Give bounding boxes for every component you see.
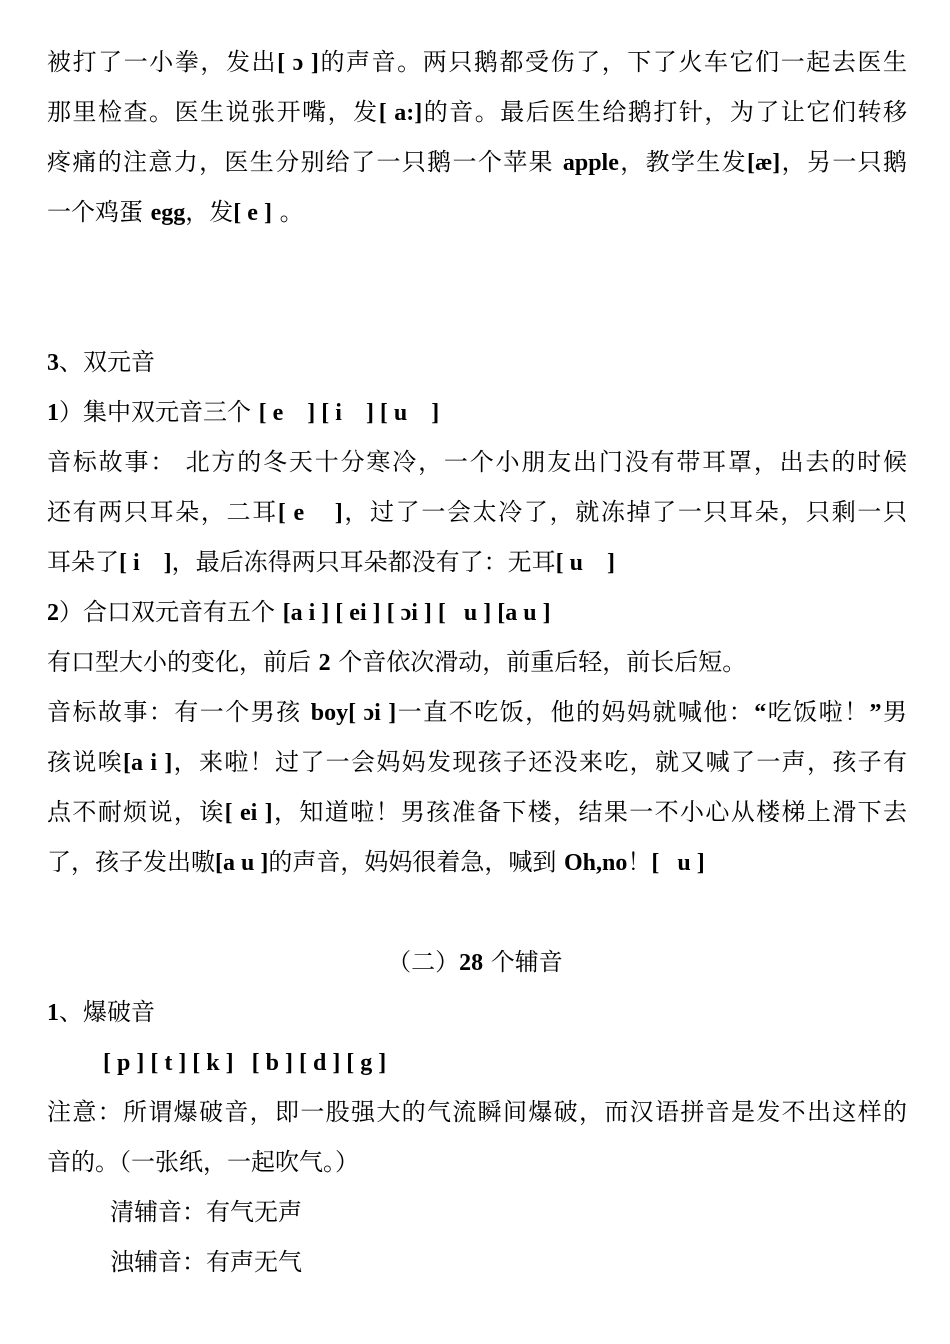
phonetic-symbol: [ e ] [ i ] [ u ]: [258, 400, 440, 426]
english-word: Oh,no: [563, 850, 628, 876]
subsection-heading: 1）集中双元音三个 [ e ] [ i ] [ u ]: [47, 398, 440, 426]
paragraph-line: 注意：所谓爆破音，即一股强大的气流瞬间爆破，而汉语拼音是发不出这样的: [47, 1098, 907, 1126]
phonetic-symbol: [ ei ]: [224, 800, 273, 826]
phonetic-symbol: [æ]: [746, 150, 781, 176]
paragraph-line: 一个鸡蛋 egg，发[ e ] 。: [47, 198, 304, 226]
phonetic-symbol: [a i ]: [123, 750, 173, 776]
phonetic-symbol: [a u ]: [215, 850, 269, 876]
paragraph-line: 还有两只耳朵，二耳[ e ]，过了一会太冷了，就冻掉了一只耳朵，只剩一只: [47, 498, 908, 526]
paragraph-line: 音的。（一张纸，一起吹气。）: [47, 1148, 359, 1176]
phonetic-symbol: [ i ]: [119, 550, 172, 576]
paragraph-line: 音标故事： 北方的冬天十分寒冷，一个小朋友出门没有带耳罩，出去的时候: [47, 448, 907, 476]
subsection-heading: 2）合口双元音有五个 [a i ] [ ei ] [ ɔi ] [ u ] [a u ]: [47, 598, 551, 626]
phonetic-symbol: [ e ]: [277, 500, 343, 526]
english-word: apple: [562, 150, 619, 176]
paragraph-line: 那里检查。医生说张开嘴，发[ a:]的音。最后医生给鹅打针，为了让它们转移: [47, 98, 907, 126]
phonetic-symbol: [ e ]: [233, 200, 272, 226]
paragraph-line: 了，孩子发出嗷[a u ]的声音，妈妈很着急，喊到 Oh,no！[ u ]: [47, 848, 705, 876]
phonetic-symbol: [ a:]: [378, 100, 423, 126]
section-title: （二）28 个辅音: [387, 948, 563, 976]
phonetic-symbol: [ ɔ ]: [277, 50, 319, 76]
paragraph-line: 点不耐烦说，诶[ ei ]，知道啦！男孩准备下楼，结果一不小心从楼梯上滑下去: [47, 798, 908, 826]
definition-voiced: 浊辅音：有声无气: [110, 1248, 302, 1276]
phonetic-symbol: [ u ]: [555, 550, 615, 576]
phonetic-symbol: boy[ ɔi ]: [310, 700, 397, 726]
phonetic-symbol-list: [ p ] [ t ] [ k ] [ b ] [ d ] [ g ]: [103, 1050, 387, 1076]
paragraph-line: 有口型大小的变化，前后 2 个音依次滑动，前重后轻，前长后短。: [47, 648, 747, 676]
phonetic-symbol: [ u ]: [651, 850, 705, 876]
paragraph-line: 疼痛的注意力，医生分别给了一只鹅一个苹果 apple，教学生发[æ]，另一只鹅: [47, 148, 908, 176]
section-heading: 3、双元音: [47, 348, 155, 376]
paragraph-line: 孩说唉[a i ]，来啦！过了一会妈妈发现孩子还没来吃，就又喊了一声，孩子有: [47, 748, 908, 776]
paragraph-line: 音标故事：有一个男孩 boy[ ɔi ]一直不吃饭，他的妈妈就喊他：“吃饭啦！”男: [47, 698, 908, 726]
definition-voiceless: 清辅音：有气无声: [110, 1198, 302, 1226]
paragraph-line: 耳朵了[ i ]，最后冻得两只耳朵都没有了：无耳[ u ]: [47, 548, 615, 576]
paragraph-line: 被打了一小拳，发出[ ɔ ]的声音。两只鹅都受伤了，下了火车它们一起去医生: [47, 48, 908, 76]
subsection-heading: 1、爆破音: [47, 998, 155, 1026]
phonetic-symbol: [a i ] [ ei ] [ ɔi ] [ u ] [a u ]: [282, 600, 551, 626]
english-word: egg: [150, 200, 186, 226]
